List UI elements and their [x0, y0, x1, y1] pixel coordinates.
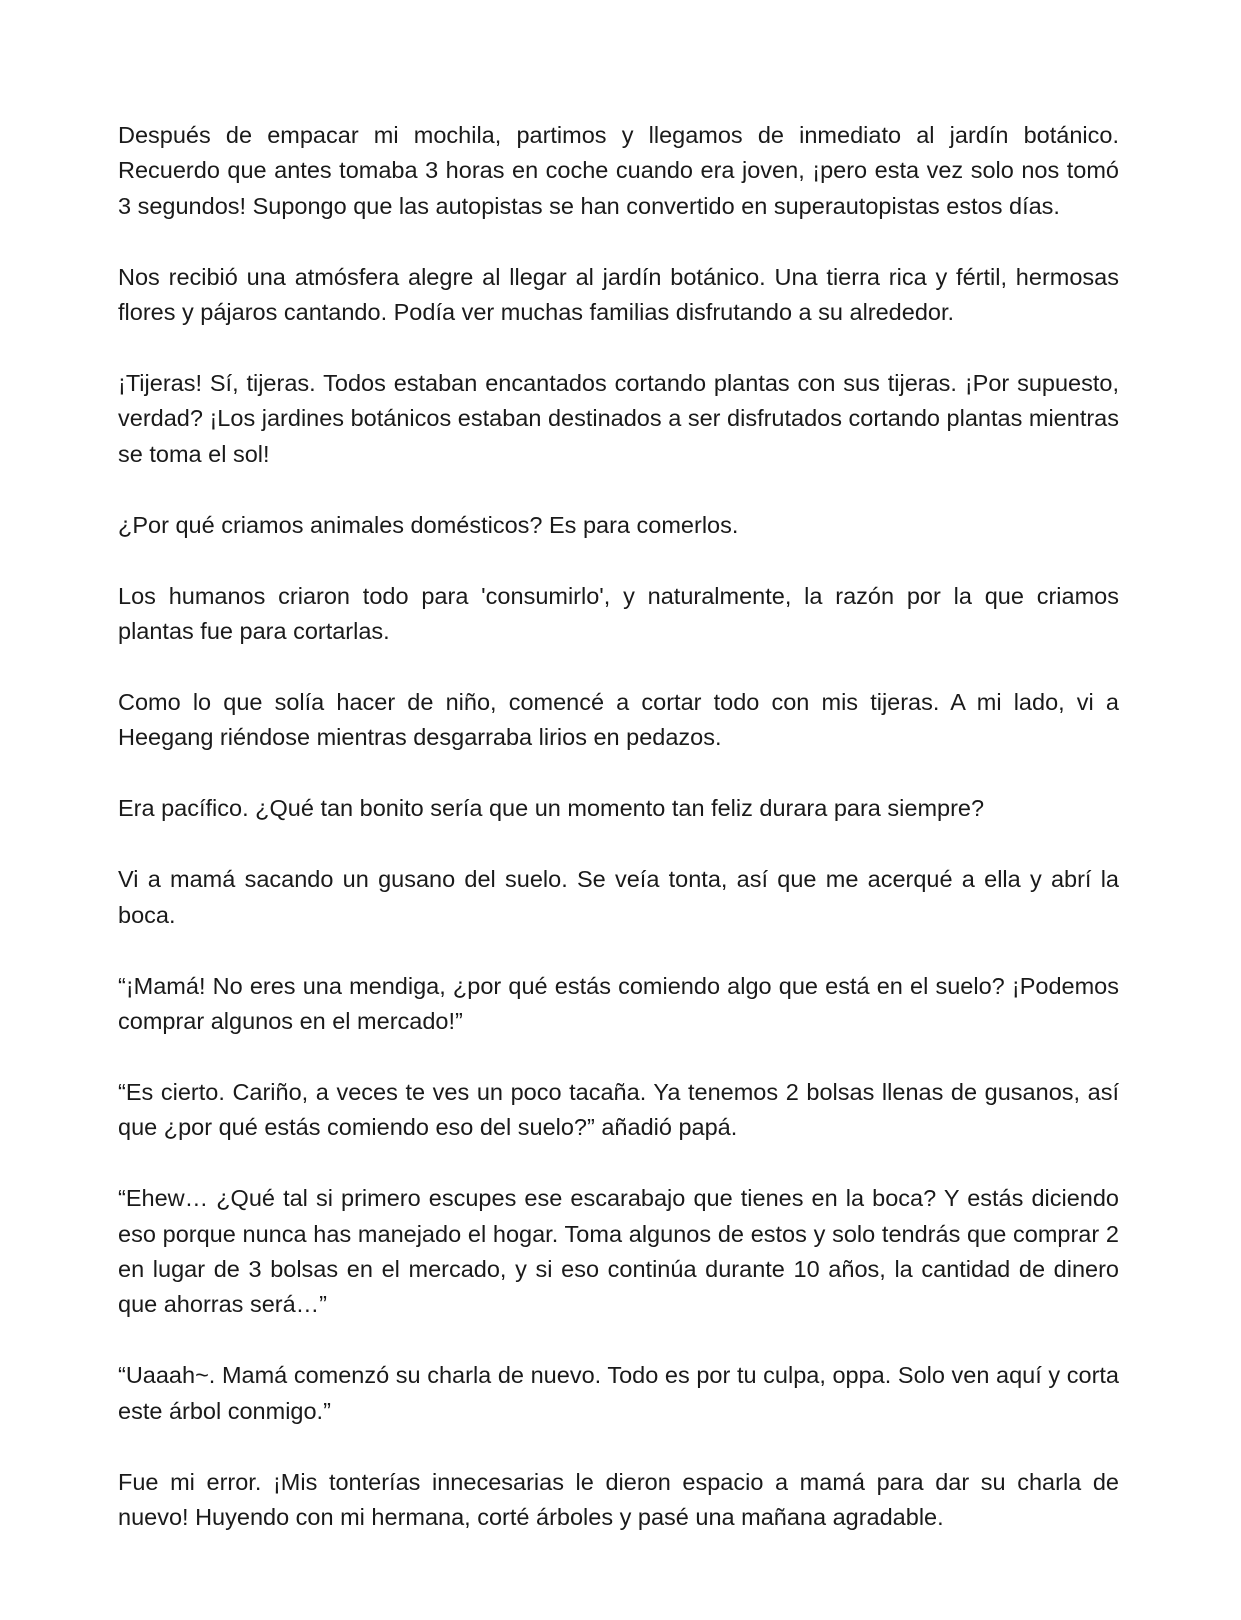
paragraph: “Uaaah~. Mamá comenzó su charla de nuevo. Todo es por tu culpa, oppa. Solo ven aquí y corta este árbol conmigo.”	[118, 1362, 1119, 1424]
paragraph: Nos recibió una atmósfera alegre al llegar al jardín botánico. Una tierra rica y fértil, hermosas flores y pájaros cantando. Podía ver muchas familias disfrutando a su alrededor.	[118, 263, 1119, 326]
paragraph: Después de empacar mi mochila, partimos y llegamos de inmediato al jardín botánico. Recuerdo que antes tomaba 3 horas en coche cuando era joven, ¡pero esta vez solo nos tomó 3 segundos! Supongo que las autopistas se han convertido en superautopistas estos días.	[118, 122, 1119, 219]
paragraph: “Es cierto. Cariño, a veces te ves un poco tacaña. Ya tenemos 2 bolsas llenas de gusanos, así que ¿por qué estás comiendo eso del suelo?” añadió papá.	[118, 1078, 1119, 1141]
paragraph: ¡Tijeras! Sí, tijeras. Todos estaban encantados cortando plantas con sus tijeras. ¡Por supuesto, verdad? ¡Los jardines botánicos estaban destinados a ser disfrutados cortando plantas mientras se toma el sol!	[118, 370, 1119, 467]
paragraph: Era pacífico. ¿Qué tan bonito sería que un momento tan feliz durara para siempre?	[118, 795, 985, 822]
paragraph: “¡Mamá! No eres una mendiga, ¿por qué estás comiendo algo que está en el suelo? ¡Podemos comprar algunos en el mercado!”	[118, 972, 1119, 1034]
paragraph: Vi a mamá sacando un gusano del suelo. Se veía tonta, así que me acerqué a ella y abrí la boca.	[118, 866, 1119, 928]
paragraph: ¿Por qué criamos animales domésticos? Es para comerlos.	[118, 511, 739, 538]
paragraph: “Ehew… ¿Qué tal si primero escupes ese escarabajo que tienes en la boca? Y estás diciendo eso porque nunca has manejado el hogar. Toma algunos de estos y solo tendrás que comprar 2 en lugar de 3 bolsas en el mercado, y si eso continúa durante 10 años, la cantidad de dinero que ahorras será…”	[118, 1185, 1119, 1318]
paragraph: Fue mi error. ¡Mis tonterías innecesarias le dieron espacio a mamá para dar su charla de nuevo! Huyendo con mi hermana, corté árboles y pasé una mañana agradable.	[118, 1468, 1119, 1530]
paragraph: Como lo que solía hacer de niño, comencé a cortar todo con mis tijeras. A mi lado, vi a Heegang riéndose mientras desgarraba lirios en pedazos.	[118, 688, 1119, 751]
paragraph: Los humanos criaron todo para 'consumirlo', y naturalmente, la razón por la que criamos plantas fue para cortarlas.	[118, 582, 1119, 645]
document-page	[118, 118, 1119, 1535]
